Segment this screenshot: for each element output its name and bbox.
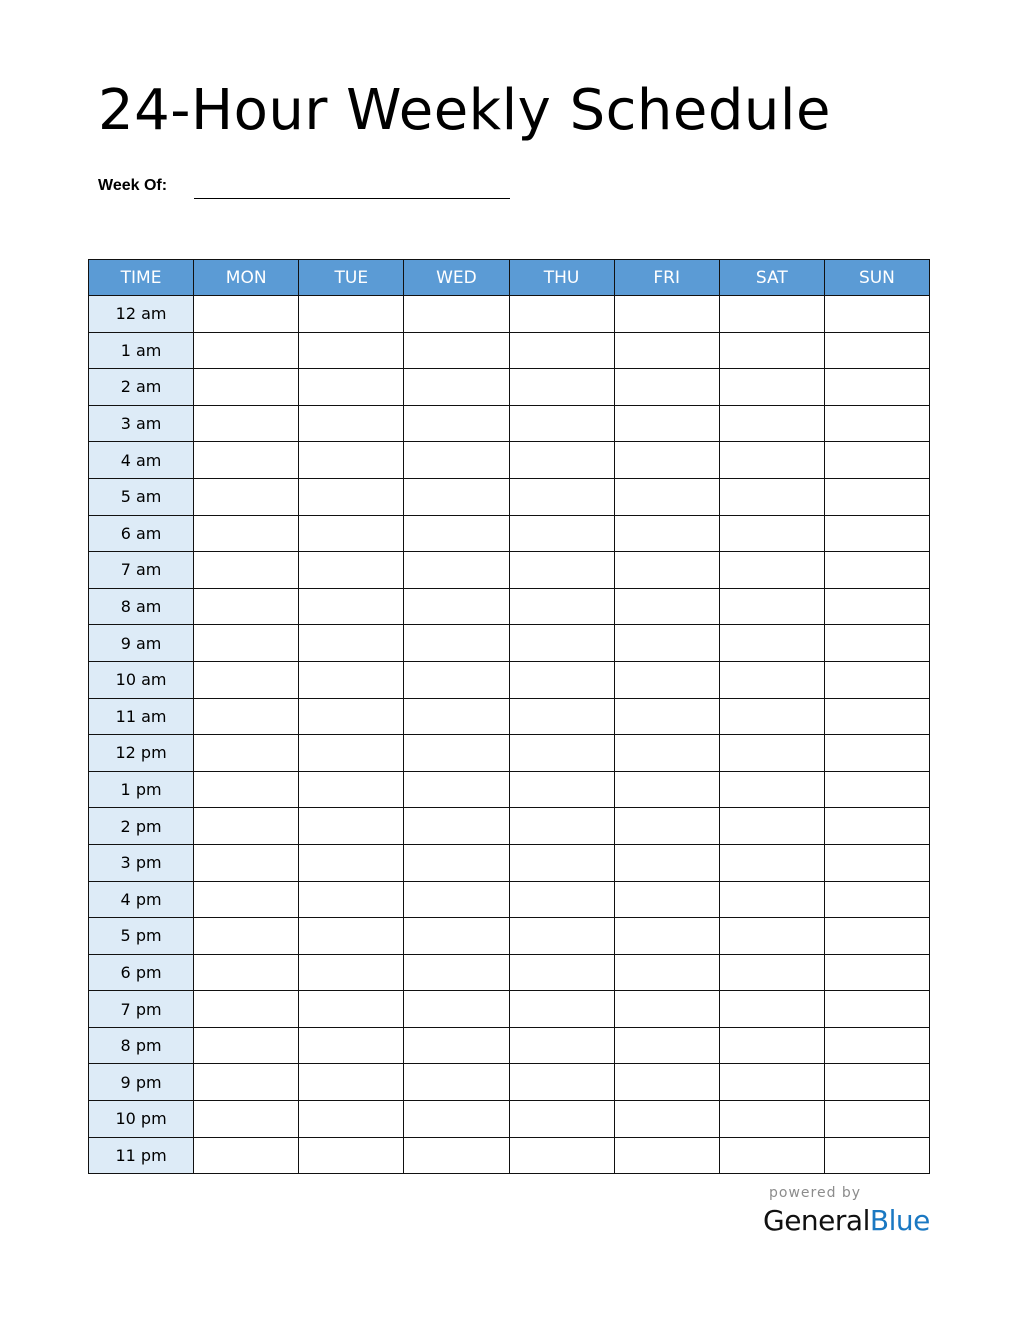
slot-cell-fri[interactable] bbox=[614, 1137, 719, 1174]
slot-cell-wed[interactable] bbox=[404, 735, 509, 772]
slot-cell-mon[interactable] bbox=[194, 625, 299, 662]
slot-cell-sat[interactable] bbox=[719, 369, 824, 406]
table-row bbox=[89, 405, 930, 442]
slot-cell-sun[interactable] bbox=[824, 552, 929, 589]
slot-cell-wed[interactable] bbox=[404, 296, 509, 333]
table-row bbox=[89, 369, 930, 406]
time-cell: 4 pm bbox=[89, 881, 194, 918]
slot-cell-mon[interactable] bbox=[194, 405, 299, 442]
time-cell: 3 pm bbox=[89, 844, 194, 881]
slot-cell-sat[interactable] bbox=[719, 881, 824, 918]
slot-cell-fri[interactable] bbox=[614, 735, 719, 772]
slot-cell-tue[interactable] bbox=[299, 442, 404, 479]
slot-cell-fri[interactable] bbox=[614, 442, 719, 479]
table-row bbox=[89, 661, 930, 698]
slot-cell-wed[interactable] bbox=[404, 405, 509, 442]
time-cell: 2 am bbox=[89, 369, 194, 406]
slot-cell-tue[interactable] bbox=[299, 405, 404, 442]
time-cell: 1 pm bbox=[89, 771, 194, 808]
slot-cell-sun[interactable] bbox=[824, 808, 929, 845]
slot-cell-sun[interactable] bbox=[824, 442, 929, 479]
slot-cell-fri[interactable] bbox=[614, 1064, 719, 1101]
slot-cell-sun[interactable] bbox=[824, 1064, 929, 1101]
schedule-table bbox=[88, 259, 930, 1174]
table-row bbox=[89, 1137, 930, 1174]
slot-cell-tue[interactable] bbox=[299, 515, 404, 552]
slot-cell-thu[interactable] bbox=[509, 478, 614, 515]
slot-cell-fri[interactable] bbox=[614, 954, 719, 991]
slot-cell-tue[interactable] bbox=[299, 296, 404, 333]
header-time: TIME bbox=[89, 260, 194, 296]
slot-cell-wed[interactable] bbox=[404, 332, 509, 369]
slot-cell-sat[interactable] bbox=[719, 1137, 824, 1174]
slot-cell-thu[interactable] bbox=[509, 552, 614, 589]
slot-cell-tue[interactable] bbox=[299, 918, 404, 955]
slot-cell-sat[interactable] bbox=[719, 296, 824, 333]
slot-cell-fri[interactable] bbox=[614, 1101, 719, 1138]
slot-cell-thu[interactable] bbox=[509, 332, 614, 369]
table-row bbox=[89, 588, 930, 625]
slot-cell-fri[interactable] bbox=[614, 771, 719, 808]
slot-cell-sun[interactable] bbox=[824, 332, 929, 369]
header-sat: SAT bbox=[719, 260, 824, 296]
slot-cell-tue[interactable] bbox=[299, 661, 404, 698]
slot-cell-wed[interactable] bbox=[404, 1101, 509, 1138]
slot-cell-thu[interactable] bbox=[509, 918, 614, 955]
slot-cell-mon[interactable] bbox=[194, 698, 299, 735]
slot-cell-mon[interactable] bbox=[194, 991, 299, 1028]
slot-cell-fri[interactable] bbox=[614, 625, 719, 662]
slot-cell-mon[interactable] bbox=[194, 1064, 299, 1101]
slot-cell-wed[interactable] bbox=[404, 1137, 509, 1174]
slot-cell-tue[interactable] bbox=[299, 771, 404, 808]
slot-cell-sun[interactable] bbox=[824, 735, 929, 772]
slot-cell-fri[interactable] bbox=[614, 991, 719, 1028]
slot-cell-wed[interactable] bbox=[404, 625, 509, 662]
slot-cell-tue[interactable] bbox=[299, 552, 404, 589]
slot-cell-sat[interactable] bbox=[719, 625, 824, 662]
slot-cell-mon[interactable] bbox=[194, 881, 299, 918]
table-row bbox=[89, 1027, 930, 1064]
slot-cell-tue[interactable] bbox=[299, 808, 404, 845]
slot-cell-thu[interactable] bbox=[509, 369, 614, 406]
slot-cell-sat[interactable] bbox=[719, 661, 824, 698]
slot-cell-sun[interactable] bbox=[824, 918, 929, 955]
slot-cell-wed[interactable] bbox=[404, 844, 509, 881]
header-thu: THU bbox=[509, 260, 614, 296]
slot-cell-fri[interactable] bbox=[614, 588, 719, 625]
slot-cell-tue[interactable] bbox=[299, 991, 404, 1028]
slot-cell-thu[interactable] bbox=[509, 296, 614, 333]
slot-cell-sun[interactable] bbox=[824, 844, 929, 881]
time-cell: 12 pm bbox=[89, 735, 194, 772]
slot-cell-wed[interactable] bbox=[404, 881, 509, 918]
slot-cell-sun[interactable] bbox=[824, 1101, 929, 1138]
table-row bbox=[89, 698, 930, 735]
table-row bbox=[89, 844, 930, 881]
slot-cell-mon[interactable] bbox=[194, 918, 299, 955]
slot-cell-wed[interactable] bbox=[404, 771, 509, 808]
time-cell: 7 pm bbox=[89, 991, 194, 1028]
slot-cell-mon[interactable] bbox=[194, 808, 299, 845]
slot-cell-mon[interactable] bbox=[194, 552, 299, 589]
slot-cell-thu[interactable] bbox=[509, 588, 614, 625]
slot-cell-thu[interactable] bbox=[509, 515, 614, 552]
slot-cell-mon[interactable] bbox=[194, 332, 299, 369]
slot-cell-thu[interactable] bbox=[509, 698, 614, 735]
header-row bbox=[89, 260, 930, 296]
slot-cell-sat[interactable] bbox=[719, 1027, 824, 1064]
week-of-field[interactable] bbox=[194, 198, 510, 199]
slot-cell-tue[interactable] bbox=[299, 332, 404, 369]
slot-cell-wed[interactable] bbox=[404, 808, 509, 845]
table-row bbox=[89, 881, 930, 918]
powered-by-text: powered by bbox=[769, 1185, 862, 1201]
slot-cell-wed[interactable] bbox=[404, 954, 509, 991]
time-cell: 10 am bbox=[89, 661, 194, 698]
slot-cell-sun[interactable] bbox=[824, 369, 929, 406]
slot-cell-sun[interactable] bbox=[824, 296, 929, 333]
slot-cell-fri[interactable] bbox=[614, 478, 719, 515]
time-cell: 4 am bbox=[89, 442, 194, 479]
slot-cell-mon[interactable] bbox=[194, 369, 299, 406]
slot-cell-fri[interactable] bbox=[614, 369, 719, 406]
slot-cell-thu[interactable] bbox=[509, 1064, 614, 1101]
time-cell: 10 pm bbox=[89, 1101, 194, 1138]
slot-cell-thu[interactable] bbox=[509, 991, 614, 1028]
slot-cell-thu[interactable] bbox=[509, 405, 614, 442]
slot-cell-sat[interactable] bbox=[719, 478, 824, 515]
slot-cell-tue[interactable] bbox=[299, 844, 404, 881]
slot-cell-tue[interactable] bbox=[299, 478, 404, 515]
slot-cell-sun[interactable] bbox=[824, 478, 929, 515]
slot-cell-thu[interactable] bbox=[509, 1027, 614, 1064]
slot-cell-mon[interactable] bbox=[194, 1027, 299, 1064]
slot-cell-sat[interactable] bbox=[719, 442, 824, 479]
slot-cell-mon[interactable] bbox=[194, 1101, 299, 1138]
slot-cell-wed[interactable] bbox=[404, 552, 509, 589]
slot-cell-mon[interactable] bbox=[194, 478, 299, 515]
slot-cell-tue[interactable] bbox=[299, 1027, 404, 1064]
header-sun: SUN bbox=[824, 260, 929, 296]
slot-cell-sat[interactable] bbox=[719, 735, 824, 772]
time-cell: 11 pm bbox=[89, 1137, 194, 1174]
slot-cell-tue[interactable] bbox=[299, 588, 404, 625]
slot-cell-sat[interactable] bbox=[719, 588, 824, 625]
slot-cell-sat[interactable] bbox=[719, 515, 824, 552]
slot-cell-mon[interactable] bbox=[194, 296, 299, 333]
table-row bbox=[89, 771, 930, 808]
slot-cell-fri[interactable] bbox=[614, 405, 719, 442]
slot-cell-sat[interactable] bbox=[719, 844, 824, 881]
slot-cell-sat[interactable] bbox=[719, 918, 824, 955]
slot-cell-mon[interactable] bbox=[194, 735, 299, 772]
slot-cell-sun[interactable] bbox=[824, 771, 929, 808]
slot-cell-fri[interactable] bbox=[614, 844, 719, 881]
slot-cell-sat[interactable] bbox=[719, 954, 824, 991]
slot-cell-tue[interactable] bbox=[299, 735, 404, 772]
time-cell: 8 am bbox=[89, 588, 194, 625]
time-cell: 7 am bbox=[89, 552, 194, 589]
slot-cell-mon[interactable] bbox=[194, 954, 299, 991]
slot-cell-sun[interactable] bbox=[824, 625, 929, 662]
table-row bbox=[89, 515, 930, 552]
brand-general: General bbox=[763, 1204, 870, 1237]
slot-cell-tue[interactable] bbox=[299, 954, 404, 991]
time-cell: 8 pm bbox=[89, 1027, 194, 1064]
time-cell: 6 pm bbox=[89, 954, 194, 991]
generalblue-logo bbox=[763, 1204, 930, 1237]
time-cell: 9 am bbox=[89, 625, 194, 662]
slot-cell-sun[interactable] bbox=[824, 698, 929, 735]
slot-cell-tue[interactable] bbox=[299, 698, 404, 735]
slot-cell-wed[interactable] bbox=[404, 918, 509, 955]
slot-cell-tue[interactable] bbox=[299, 625, 404, 662]
slot-cell-tue[interactable] bbox=[299, 1137, 404, 1174]
table-row bbox=[89, 735, 930, 772]
slot-cell-thu[interactable] bbox=[509, 442, 614, 479]
slot-cell-wed[interactable] bbox=[404, 1027, 509, 1064]
table-row bbox=[89, 296, 930, 333]
slot-cell-sun[interactable] bbox=[824, 954, 929, 991]
table-row bbox=[89, 808, 930, 845]
table-row bbox=[89, 442, 930, 479]
slot-cell-fri[interactable] bbox=[614, 918, 719, 955]
slot-cell-thu[interactable] bbox=[509, 954, 614, 991]
slot-cell-fri[interactable] bbox=[614, 698, 719, 735]
time-cell: 9 pm bbox=[89, 1064, 194, 1101]
slot-cell-mon[interactable] bbox=[194, 588, 299, 625]
slot-cell-sat[interactable] bbox=[719, 1101, 824, 1138]
slot-cell-wed[interactable] bbox=[404, 442, 509, 479]
slot-cell-sun[interactable] bbox=[824, 1137, 929, 1174]
slot-cell-wed[interactable] bbox=[404, 991, 509, 1028]
slot-cell-sun[interactable] bbox=[824, 515, 929, 552]
slot-cell-fri[interactable] bbox=[614, 332, 719, 369]
slot-cell-sun[interactable] bbox=[824, 661, 929, 698]
slot-cell-sat[interactable] bbox=[719, 405, 824, 442]
slot-cell-mon[interactable] bbox=[194, 442, 299, 479]
slot-cell-wed[interactable] bbox=[404, 661, 509, 698]
table-row bbox=[89, 1101, 930, 1138]
time-cell: 11 am bbox=[89, 698, 194, 735]
slot-cell-thu[interactable] bbox=[509, 844, 614, 881]
time-cell: 2 pm bbox=[89, 808, 194, 845]
slot-cell-tue[interactable] bbox=[299, 1064, 404, 1101]
time-cell: 5 am bbox=[89, 478, 194, 515]
slot-cell-sun[interactable] bbox=[824, 991, 929, 1028]
table-row bbox=[89, 954, 930, 991]
week-of-label: Week Of: bbox=[98, 177, 168, 194]
slot-cell-tue[interactable] bbox=[299, 1101, 404, 1138]
slot-cell-wed[interactable] bbox=[404, 369, 509, 406]
slot-cell-tue[interactable] bbox=[299, 881, 404, 918]
slot-cell-fri[interactable] bbox=[614, 515, 719, 552]
table-row bbox=[89, 625, 930, 662]
slot-cell-fri[interactable] bbox=[614, 881, 719, 918]
table-row bbox=[89, 332, 930, 369]
slot-cell-wed[interactable] bbox=[404, 478, 509, 515]
slot-cell-tue[interactable] bbox=[299, 369, 404, 406]
slot-cell-wed[interactable] bbox=[404, 588, 509, 625]
time-cell: 3 am bbox=[89, 405, 194, 442]
brand-blue: Blue bbox=[869, 1204, 930, 1237]
time-cell: 1 am bbox=[89, 332, 194, 369]
slot-cell-mon[interactable] bbox=[194, 771, 299, 808]
slot-cell-fri[interactable] bbox=[614, 661, 719, 698]
table-row bbox=[89, 918, 930, 955]
slot-cell-thu[interactable] bbox=[509, 771, 614, 808]
slot-cell-wed[interactable] bbox=[404, 1064, 509, 1101]
slot-cell-thu[interactable] bbox=[509, 1101, 614, 1138]
time-cell: 6 am bbox=[89, 515, 194, 552]
slot-cell-sat[interactable] bbox=[719, 771, 824, 808]
header-fri: FRI bbox=[614, 260, 719, 296]
slot-cell-thu[interactable] bbox=[509, 881, 614, 918]
slot-cell-thu[interactable] bbox=[509, 735, 614, 772]
slot-cell-sat[interactable] bbox=[719, 991, 824, 1028]
header-tue: TUE bbox=[299, 260, 404, 296]
slot-cell-sat[interactable] bbox=[719, 332, 824, 369]
slot-cell-thu[interactable] bbox=[509, 1137, 614, 1174]
slot-cell-fri[interactable] bbox=[614, 296, 719, 333]
slot-cell-mon[interactable] bbox=[194, 515, 299, 552]
slot-cell-fri[interactable] bbox=[614, 1027, 719, 1064]
slot-cell-sat[interactable] bbox=[719, 1064, 824, 1101]
table-row bbox=[89, 552, 930, 589]
slot-cell-sun[interactable] bbox=[824, 881, 929, 918]
time-cell: 5 pm bbox=[89, 918, 194, 955]
page-title: 24-Hour Weekly Schedule bbox=[98, 78, 831, 143]
slot-cell-sun[interactable] bbox=[824, 1027, 929, 1064]
table-row bbox=[89, 991, 930, 1028]
slot-cell-thu[interactable] bbox=[509, 661, 614, 698]
slot-cell-mon[interactable] bbox=[194, 1137, 299, 1174]
slot-cell-mon[interactable] bbox=[194, 844, 299, 881]
slot-cell-sun[interactable] bbox=[824, 405, 929, 442]
slot-cell-wed[interactable] bbox=[404, 698, 509, 735]
slot-cell-sat[interactable] bbox=[719, 808, 824, 845]
slot-cell-fri[interactable] bbox=[614, 808, 719, 845]
slot-cell-wed[interactable] bbox=[404, 515, 509, 552]
slot-cell-sun[interactable] bbox=[824, 588, 929, 625]
table-row bbox=[89, 478, 930, 515]
slot-cell-thu[interactable] bbox=[509, 625, 614, 662]
time-cell: 12 am bbox=[89, 296, 194, 333]
header-mon: MON bbox=[194, 260, 299, 296]
slot-cell-sat[interactable] bbox=[719, 552, 824, 589]
slot-cell-fri[interactable] bbox=[614, 552, 719, 589]
header-wed: WED bbox=[404, 260, 509, 296]
slot-cell-thu[interactable] bbox=[509, 808, 614, 845]
slot-cell-sat[interactable] bbox=[719, 698, 824, 735]
slot-cell-mon[interactable] bbox=[194, 661, 299, 698]
table-row bbox=[89, 1064, 930, 1101]
